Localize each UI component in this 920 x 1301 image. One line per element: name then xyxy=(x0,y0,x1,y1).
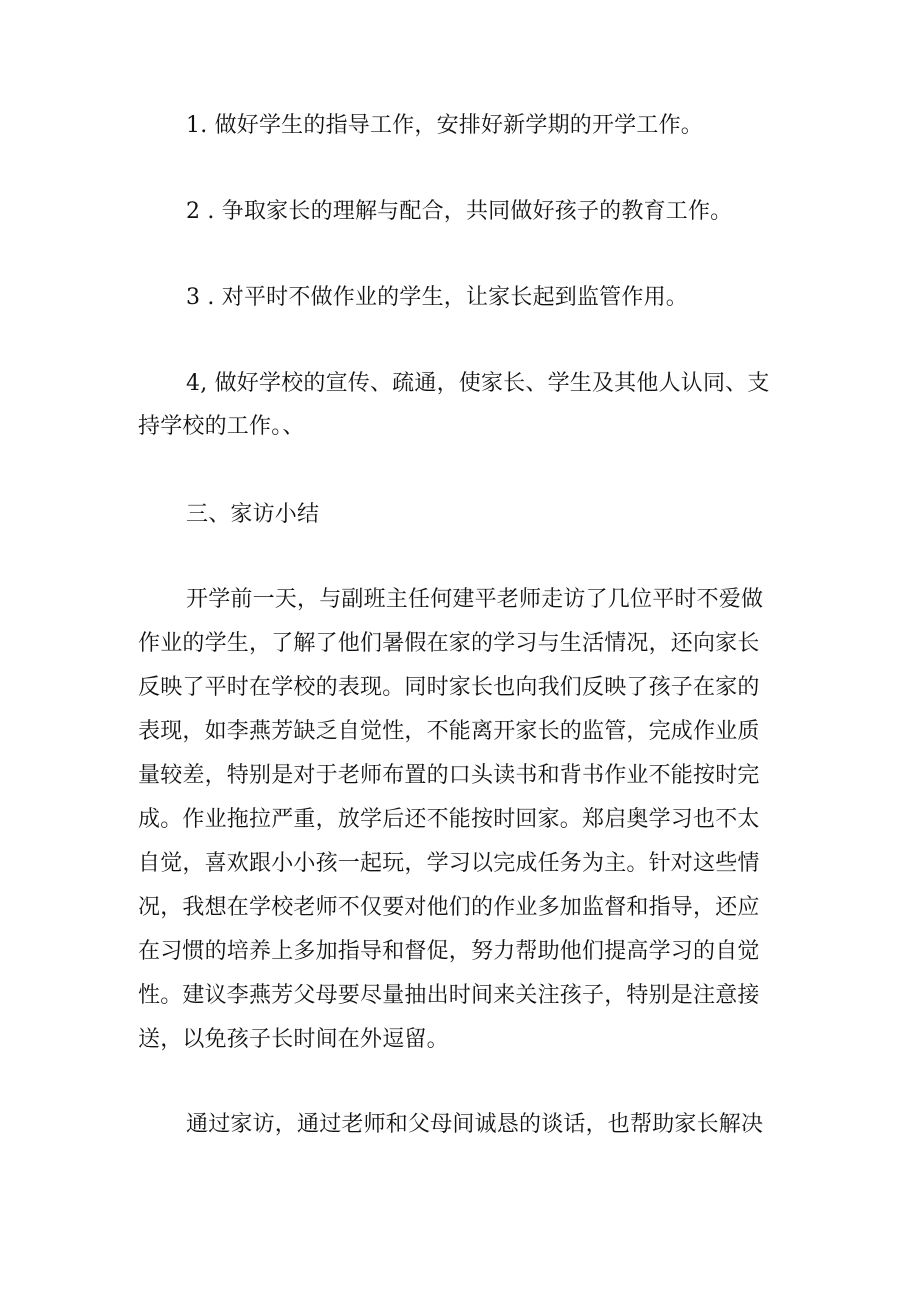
paragraph-2-line: 通过家访，通过老师和父母间诚恳的谈话，也帮助家长解决 xyxy=(186,1112,764,1137)
paragraph-1-line: 况，我想在学校老师不仅要对他们的作业多加监督和指导，还应 xyxy=(138,895,760,920)
paragraph-1-line: 成。作业拖拉严重，放学后还不能按时回家。郑启奥学习也不太 xyxy=(138,807,760,832)
list-item-2: 2 . 争取家长的理解与配合，共同做好孩子的教育工作。 xyxy=(186,199,733,224)
paragraph-1-line: 送，以免孩子长时间在外逗留。 xyxy=(138,1027,449,1052)
paragraph-1-line: 在习惯的培养上多加指导和督促，努力帮助他们提高学习的自觉 xyxy=(138,939,760,964)
list-item-4-line-1: 4, 做好学校的宣传、疏通，使家长、学生及其他人认同、支 xyxy=(186,371,770,396)
paragraph-1-line: 自觉，喜欢跟小小孩一起玩，学习以完成任务为主。针对这些情 xyxy=(138,851,760,876)
paragraph-1-line: 量较差，特别是对于老师布置的口头读书和背书作业不能按时完 xyxy=(138,763,760,788)
paragraph-1-line: 开学前一天，与副班主任何建平老师走访了几位平时不爱做 xyxy=(186,587,764,612)
paragraph-1-line: 作业的学生，了解了他们暑假在家的学习与生活情况，还向家长 xyxy=(138,631,760,656)
list-item-4-line-2: 持学校的工作。、 xyxy=(138,414,305,439)
list-item-1: 1. 做好学生的指导工作，安排好新学期的开学工作。 xyxy=(186,113,703,138)
paragraph-1-line: 表现，如李燕芳缺乏自觉性，不能离开家长的监管，完成作业质 xyxy=(138,719,760,744)
paragraph-1-line: 反映了平时在学校的表现。同时家长也向我们反映了孩子在家的 xyxy=(138,675,760,700)
section-heading: 三、家访小结 xyxy=(186,502,320,527)
paragraph-1-line: 性。建议李燕芳父母要尽量抽出时间来关注孩子，特别是注意接 xyxy=(138,983,760,1008)
list-item-3: 3 . 对平时不做作业的学生，让家长起到监管作用。 xyxy=(186,285,688,310)
